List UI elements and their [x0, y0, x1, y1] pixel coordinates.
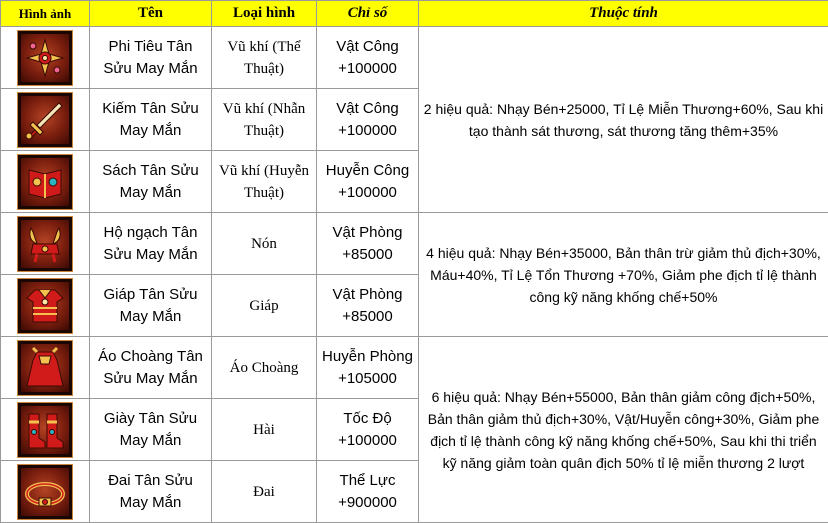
item-type: Hài: [212, 399, 317, 461]
headband-icon: [18, 217, 72, 271]
table-row: [1, 213, 828, 275]
item-type: Vũ khí (Huyễn Thuật): [212, 151, 317, 213]
item-type: Đai: [212, 461, 317, 523]
item-name: Áo Choàng Tân Sửu May Mắn: [90, 337, 212, 399]
item-type: Nón: [212, 213, 317, 275]
table-row: [1, 337, 828, 399]
header-image: Hình ảnh: [1, 1, 90, 27]
item-type: Vũ khí (Nhẫn Thuật): [212, 89, 317, 151]
item-type: Giáp: [212, 275, 317, 337]
header-type: Loại hình: [212, 1, 317, 27]
item-stat: Vật Phòng +85000: [317, 213, 419, 275]
set-attribute-2: 2 hiệu quả: Nhạy Bén+25000, Tỉ Lệ Miễn Thương+60%, Sau khi tạo thành sát thương, sát thương tăng thêm+35%: [419, 27, 828, 213]
item-image-cell: [1, 337, 90, 399]
item-name: Giáp Tân Sửu May Mắn: [90, 275, 212, 337]
item-stat: Vật Công +100000: [317, 27, 419, 89]
item-name: Phi Tiêu Tân Sửu May Mắn: [90, 27, 212, 89]
book-icon: [18, 155, 72, 209]
header-name: Tên: [90, 1, 212, 27]
header-attribute: Thuộc tính: [419, 1, 828, 27]
sword-icon: [18, 93, 72, 147]
header-row: [1, 1, 828, 27]
set-attribute-6: 6 hiệu quả: Nhạy Bén+55000, Bản thân giảm công địch+50%, Bản thân giảm thủ địch+30%, Vật/Huyễn công+30%, Giảm phe địch tỉ lệ thành công kỹ năng khống chế+50%, Sau khi thi triển kỹ năng giảm toàn quân địch 50% tỉ lệ miễn thương 2 lượt: [419, 337, 828, 523]
item-stat: Vật Công +100000: [317, 89, 419, 151]
armor-icon: [18, 279, 72, 333]
item-stat: Tốc Độ +100000: [317, 399, 419, 461]
belt-icon: [18, 465, 72, 519]
item-stat: Huyễn Phòng +105000: [317, 337, 419, 399]
item-name: Sách Tân Sửu May Mắn: [90, 151, 212, 213]
boots-icon: [18, 403, 72, 457]
item-stat: Vật Phòng +85000: [317, 275, 419, 337]
table-row: [1, 27, 828, 89]
item-image-cell: [1, 399, 90, 461]
item-name: Đai Tân Sửu May Mắn: [90, 461, 212, 523]
item-image-cell: [1, 151, 90, 213]
item-stat: Huyễn Công +100000: [317, 151, 419, 213]
set-attribute-4: 4 hiệu quả: Nhạy Bén+35000, Bản thân trừ giảm thủ địch+30%, Máu+40%, Tỉ Lệ Tổn Thương +70%, Giảm phe địch tỉ lệ thành công kỹ năng khống chế+50%: [419, 213, 828, 337]
header-stat: Chỉ số: [317, 1, 419, 27]
item-type: Vũ khí (Thể Thuật): [212, 27, 317, 89]
item-image-cell: [1, 89, 90, 151]
item-image-cell: [1, 213, 90, 275]
shuriken-icon: [18, 31, 72, 85]
item-stat: Thể Lực +900000: [317, 461, 419, 523]
item-image-cell: [1, 27, 90, 89]
cloak-icon: [18, 341, 72, 395]
item-image-cell: [1, 461, 90, 523]
item-name: Giày Tân Sửu May Mắn: [90, 399, 212, 461]
item-image-cell: [1, 275, 90, 337]
item-name: Hộ ngạch Tân Sửu May Mắn: [90, 213, 212, 275]
item-name: Kiếm Tân Sửu May Mắn: [90, 89, 212, 151]
item-type: Áo Choàng: [212, 337, 317, 399]
